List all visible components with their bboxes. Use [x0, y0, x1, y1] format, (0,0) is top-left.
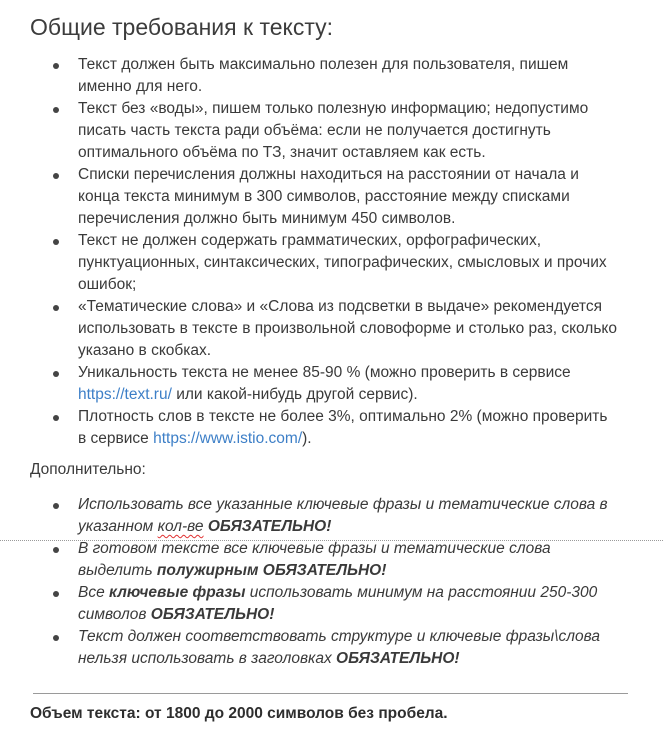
bullet-icon — [53, 415, 59, 421]
list-item — [0, 582, 608, 626]
text-volume-note: Объем текста: от 1800 до 2000 символов без пробела. — [30, 705, 448, 722]
extra-strong: полужирным ОБЯЗАТЕЛЬНО! — [156, 562, 387, 579]
list-item — [0, 230, 618, 296]
list-item — [0, 54, 618, 98]
extra-label: Дополнительно: — [30, 461, 146, 478]
extra-strong: ключевые фразы — [109, 584, 246, 601]
requirement-text: Текст не должен содержать грамматических, орфографических, пунктуационных, синтаксических, типографических, смысловых и прочих ошибок; — [78, 232, 607, 293]
extra-strong: ОБЯЗАТЕЛЬНО! — [207, 518, 332, 535]
bullet-icon — [53, 371, 59, 377]
misspelled-word[interactable]: кол-ве — [157, 518, 204, 535]
bullet-icon — [53, 305, 59, 311]
requirement-text: «Тематические слова» и «Слова из подсветки в выдаче» рекомендуется использовать в тексте в произвольной словоформе и столько раз, сколько указано в скобках. — [78, 298, 617, 359]
density-text: Плотность слов в тексте не более 3%, оптимально 2% (можно проверить в сервисе — [78, 408, 608, 447]
extra-text: Текст должен соответствовать структуре и ключевые фразы\слова нельзя использовать в заголовках — [78, 628, 600, 667]
requirement-text: Текст должен быть максимально полезен для пользователя, пишем именно для него. — [78, 56, 569, 95]
istio-link[interactable]: https://www.istio.com/ — [153, 430, 303, 447]
bullet-icon — [53, 635, 59, 641]
bullet-icon — [53, 173, 59, 179]
section-heading: Общие требования к тексту: — [30, 14, 334, 40]
bullet-icon — [53, 503, 59, 509]
density-text-end: ). — [302, 430, 312, 447]
list-item — [0, 362, 618, 406]
extra-list — [0, 494, 608, 670]
bullet-icon — [53, 591, 59, 597]
list-item — [0, 164, 618, 230]
requirement-text: Текст без «воды», пишем только полезную информацию; недопустимо писать часть текста ради объёма: если не получается достигнуть оптимального объёма по ТЗ, значит оставляем как есть. — [78, 100, 589, 161]
list-item — [0, 296, 618, 362]
list-item — [0, 626, 608, 670]
extra-text: Использовать все указанные ключевые фразы и тематические слова в указанном — [78, 496, 608, 535]
bullet-icon — [53, 239, 59, 245]
list-item — [0, 494, 608, 538]
extra-text: Все — [78, 584, 110, 601]
page-break-divider — [0, 540, 663, 541]
bullet-icon — [53, 547, 59, 553]
list-item — [0, 538, 608, 582]
requirements-list — [0, 54, 618, 450]
extra-text-middle: использовать минимум на расстоянии 250-300 символов — [78, 584, 598, 623]
list-item — [0, 406, 618, 450]
bullet-icon — [53, 63, 59, 69]
text-ru-link[interactable]: https://text.ru/ — [78, 386, 172, 403]
extra-text: В готовом тексте все ключевые фразы и тематические слова выделить — [78, 540, 551, 579]
uniqueness-text-end: или какой-нибудь другой сервис). — [171, 386, 418, 403]
list-item — [0, 98, 618, 164]
extra-strong: ОБЯЗАТЕЛЬНО! — [150, 606, 275, 623]
horizontal-rule — [33, 693, 628, 694]
extra-strong: ОБЯЗАТЕЛЬНО! — [336, 650, 460, 667]
requirement-text: Списки перечисления должны находиться на расстоянии от начала и конца текста минимум в 300 символов, расстояние между списками перечисления должно быть минимум 450 символов. — [78, 166, 579, 227]
bullet-icon — [53, 107, 59, 113]
uniqueness-text: Уникальность текста не менее 85-90 % (можно проверить в сервисе — [78, 364, 571, 381]
